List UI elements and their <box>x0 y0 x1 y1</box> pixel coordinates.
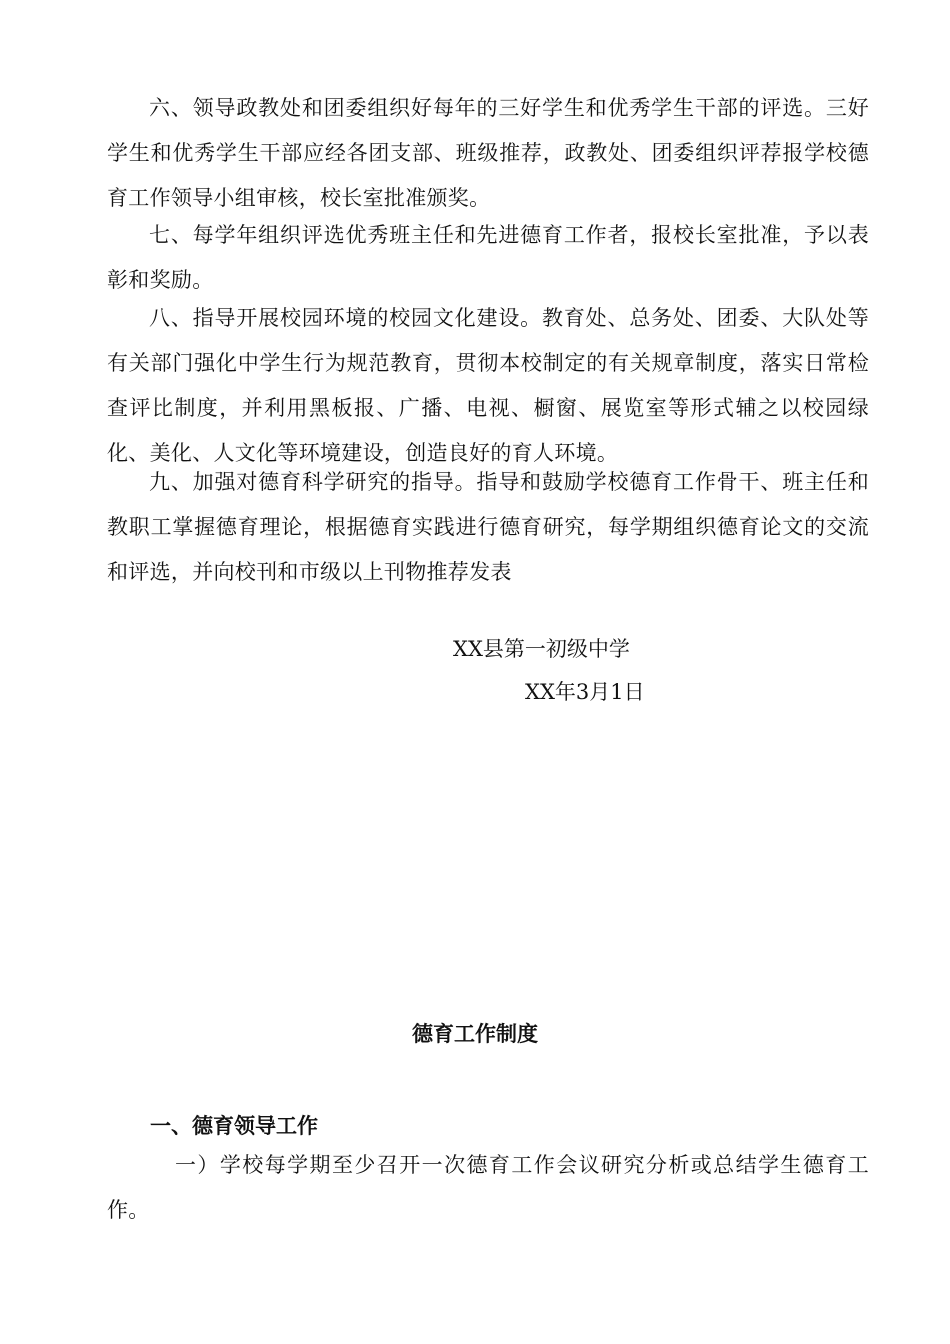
section-heading-leadership: 一、德育领导工作 <box>150 1114 318 1138</box>
signature-school: XX县第一初级中学 <box>453 637 630 661</box>
signature-date: XX年3月1日 <box>525 680 645 704</box>
paragraph-seven: 七、每学年组织评选优秀班主任和先进德育工作者，报校长室批准，予以表彰和奖励。 <box>107 223 869 292</box>
document-title: 德育工作制度 <box>412 1021 538 1046</box>
paragraph-six: 六、领导政教处和团委组织好每年的三好学生和优秀学生干部的评选。三好学生和优秀学生干部应经各团支部、班级推荐，政教处、团委组织评荐报学校德育工作领导小组审核，校长室批准颁奖。 <box>107 96 869 210</box>
section-item-one: 一）学校每学期至少召开一次德育工作会议研究分析或总结学生德育工作。 <box>107 1153 869 1222</box>
paragraph-nine: 九、加强对德育科学研究的指导。指导和鼓励学校德育工作骨干、班主任和教职工掌握德育理论，根据德育实践进行德育研究，每学期组织德育论文的交流和评选，并向校刊和市级以上刊物推荐发表 <box>107 470 869 584</box>
paragraph-eight: 八、指导开展校园环境的校园文化建设。教育处、总务处、团委、大队处等有关部门强化中学生行为规范教育，贯彻本校制定的有关规章制度，落实日常检查评比制度，并利用黑板报、广播、电视、橱窗、展览室等形式辅之以校园绿化、美化、人文化等环境建设，创造良好的育人环境。 <box>107 306 869 465</box>
